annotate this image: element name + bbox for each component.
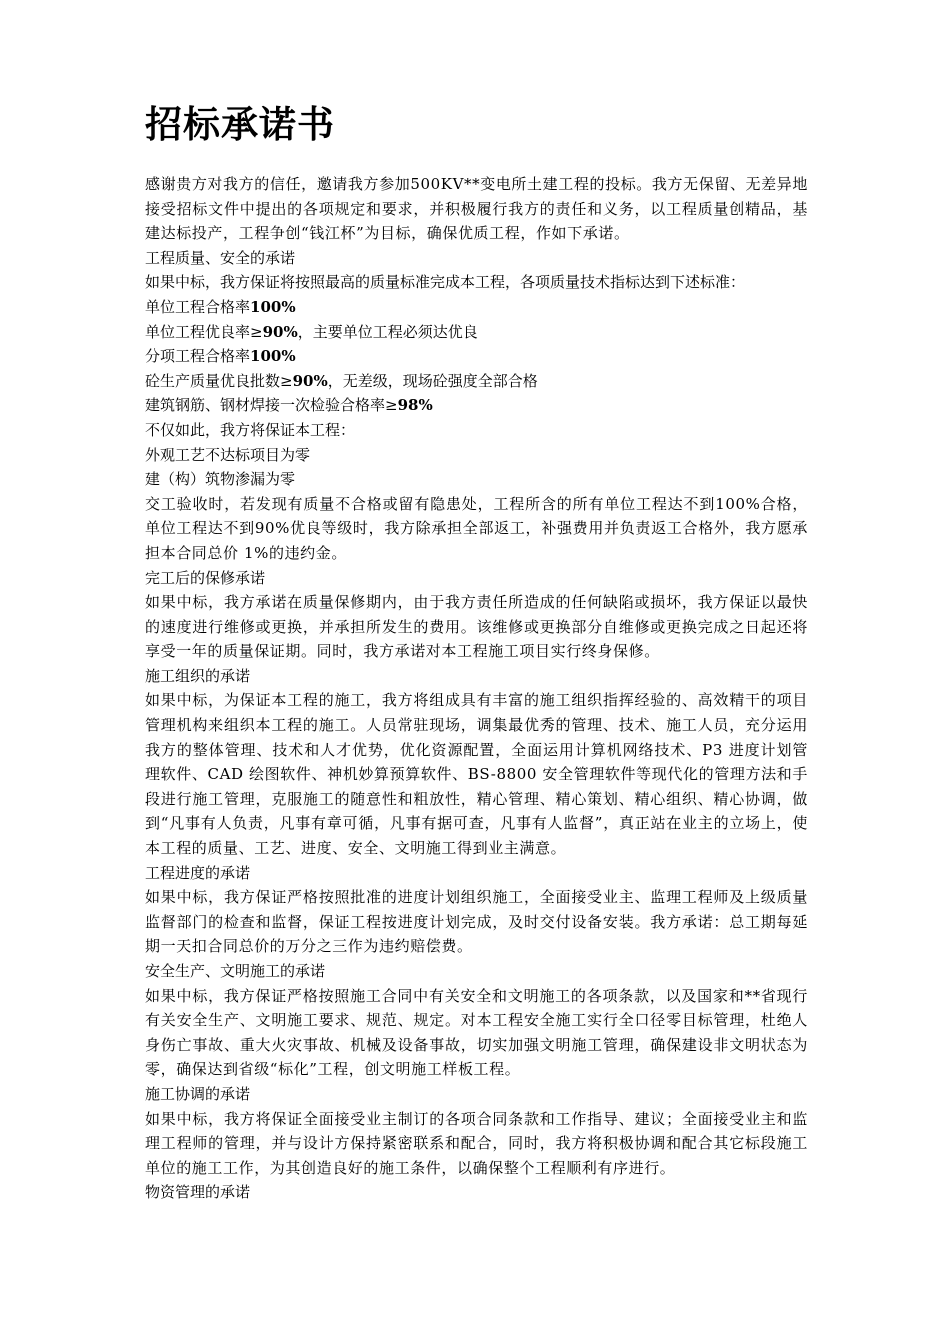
safety-civilization-paragraph: 如果中标，我方保证严格按照施工合同中有关安全和文明施工的各项条款，以及国家和**省现行有关安全生产、文明施工要求、规范、规定。对本工程安全施工实行全口径零目标管理，杜绝人身伤亡事故、重大火灾事故、机械及设备事故，切实加强文明施工管理，确保建设非文明状态为零，确保达到省级“标化”工程，创文明施工样板工程。 (145, 986, 808, 1079)
document-title: 招标承诺书 (145, 102, 335, 146)
section-heading-coordination: 施工协调的承诺 (145, 1084, 251, 1103)
metric-note: ，无差级，现场砼强度全部合格 (327, 371, 538, 390)
quality-metric-item (145, 369, 808, 394)
metric-value: 100% (250, 297, 296, 316)
metric-label: 砼生产质量优良批数≥ (145, 371, 293, 390)
organization-paragraph: 如果中标，为保证本工程的施工，我方将组成具有丰富的施工组织指挥经验的、高效精干的项目管理机构来组织本工程的施工。人员常驻现场，调集最优秀的管理、技术、施工人员，充分运用我方的整体管理、技术和人才优势，优化资源配置，全面运用计算机网络技术、P3 进度计划管理软件、CAD 绘图软件、神机妙算预算软件、BS-8800 安全管理软件等现代化的管理方法和手段进行施工管理，克服施工的随意性和粗放性，精心管理、精心策划、精心组织、精心协调，做到“凡事有人负责，凡事有章可循，凡事有据可查，凡事有人监督”，真正站在业主的立场上，使本工程的质量、工艺、进度、安全、文明施工得到业主满意。 (145, 691, 808, 858)
section-heading-warranty: 完工后的保修承诺 (145, 568, 266, 587)
guarantee-item: 外观工艺不达标项目为零 (145, 445, 311, 464)
metric-label: 建筑钢筋、钢材焊接一次检验合格率≥ (145, 396, 398, 415)
guarantee-lead-text: 不仅如此，我方将保证本工程： (145, 420, 356, 439)
section-heading-organization: 施工组织的承诺 (145, 666, 251, 685)
coordination-paragraph: 如果中标，我方将保证全面接受业主制订的各项合同条款和工作指导、建议；全面接受业主和监理工程师的管理，并与设计方保持紧密联系和配合，同时，我方将积极协调和配合其它标段施工单位的施工工作，为其创造良好的施工条件，以确保整个工程顺利有序进行。 (145, 1109, 808, 1177)
section-heading-schedule: 工程进度的承诺 (145, 863, 251, 882)
penalty-paragraph: 交工验收时，若发现有质量不合格或留有隐患处，工程所含的所有单位工程达不到100%合格，单位工程达不到90%优良等级时，我方除承担全部返工，补强费用并负责返工合格外，我方愿承担本合同总价 1%的违约金。 (145, 494, 808, 562)
metric-label: 分项工程合格率 (145, 347, 251, 366)
metric-label: 单位工程优良率≥ (145, 322, 263, 341)
document-content (145, 100, 808, 1205)
metric-note: ，主要单位工程必须达优良 (297, 322, 478, 341)
metric-label: 单位工程合格率 (145, 297, 251, 316)
metric-value: 90% (292, 371, 328, 390)
metric-value: 100% (250, 347, 296, 366)
quality-metric-item (145, 295, 808, 320)
quality-metric-item (145, 344, 808, 369)
section-heading-safety-civilization: 安全生产、文明施工的承诺 (145, 962, 326, 980)
schedule-paragraph: 如果中标，我方保证严格按照批准的进度计划组织施工，全面接受业主、监理工程师及上级质量监督部门的检查和监督，保证工程按进度计划完成，及时交付设备安装。我方承诺：总工期每延期一天扣合同总价的万分之三作为违约赔偿费。 (145, 888, 808, 956)
warranty-paragraph: 如果中标，我方承诺在质量保修期内，由于我方责任所造成的任何缺陷或损坏，我方保证以最快的速度进行维修或更换，并承担所发生的费用。该维修或更换部分自维修或更换完成之日起还将享受一年的质量保证期。同时，我方承诺对本工程施工项目实行终身保修。 (145, 593, 808, 661)
metric-value: 90% (262, 322, 298, 341)
intro-paragraph: 感谢贵方对我方的信任，邀请我方参加500KV**变电所土建工程的投标。我方无保留、无差异地接受招标文件中提出的各项规定和要求，并积极履行我方的责任和义务，以工程质量创精品，基建达标投产，工程争创“钱江杯”为目标，确保优质工程，作如下承诺。 (145, 175, 808, 243)
section-heading-materials: 物资管理的承诺 (145, 1183, 251, 1202)
quality-lead-text: 如果中标，我方保证将按照最高的质量标准完成本工程，各项质量技术指标达到下述标准： (145, 273, 746, 292)
quality-metric-item (145, 320, 808, 345)
section-heading-quality-safety: 工程质量、安全的承诺 (145, 248, 296, 267)
metric-value: 98% (397, 396, 433, 415)
guarantee-item: 建（构）筑物渗漏为零 (145, 470, 296, 489)
quality-metric-item (145, 393, 808, 418)
